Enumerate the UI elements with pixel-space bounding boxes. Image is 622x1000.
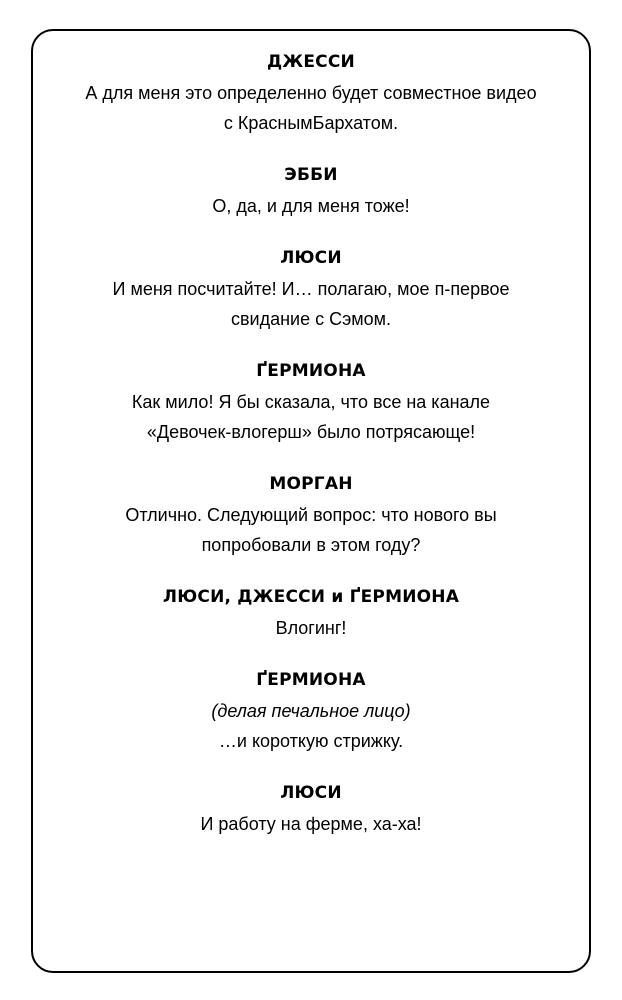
speaker-name: МОРГАН: [269, 474, 353, 494]
stage-direction: (делая печальное лицо): [211, 701, 411, 721]
speaker-name: ҐЕРМИОНА: [256, 361, 366, 381]
dialogue-block-jessie: [31, 49, 591, 138]
speaker-name: ҐЕРМИОНА: [256, 670, 366, 690]
speaker-name: ДЖЕССИ: [267, 52, 355, 72]
dialogue-line: И работу на ферме, ха-ха!: [200, 814, 422, 834]
dialogue-line: свидание с Сэмом.: [230, 309, 392, 329]
script-dialogue: [31, 29, 591, 973]
speaker-name: ЛЮСИ: [280, 248, 342, 268]
dialogue-line: Влогинг!: [275, 618, 347, 638]
dialogue-block-abbie: [31, 162, 591, 221]
dialogue-block-morgan: [31, 471, 591, 560]
dialogue-line: И меня посчитайте! И… полагаю, мое п-первое: [112, 279, 510, 299]
dialogue-line: «Девочек-влогерш» было потрясающе!: [146, 422, 476, 442]
dialogue-line: Отлично. Следующий вопрос: что нового вы: [125, 505, 497, 525]
dialogue-line: …и короткую стрижку.: [218, 731, 404, 751]
dialogue-line: О, да, и для меня тоже!: [212, 196, 410, 216]
dialogue-line: с КраснымБархатом.: [223, 113, 399, 133]
dialogue-line: попробовали в этом году?: [201, 535, 421, 555]
speaker-name: ЭББИ: [284, 165, 338, 185]
dialogue-line: А для меня это определенно будет совместное видео: [85, 83, 537, 103]
dialogue-line: Как мило! Я бы сказала, что все на канале: [131, 392, 491, 412]
dialogue-block-lucy: [31, 245, 591, 334]
dialogue-block-hermione-2: [31, 667, 591, 756]
dialogue-block-group: [31, 584, 591, 643]
speaker-name: ЛЮСИ: [280, 783, 342, 803]
dialogue-block-hermione: [31, 358, 591, 447]
dialogue-block-lucy-2: [31, 780, 591, 839]
speaker-name: ЛЮСИ, ДЖЕССИ и ҐЕРМИОНА: [162, 587, 460, 607]
